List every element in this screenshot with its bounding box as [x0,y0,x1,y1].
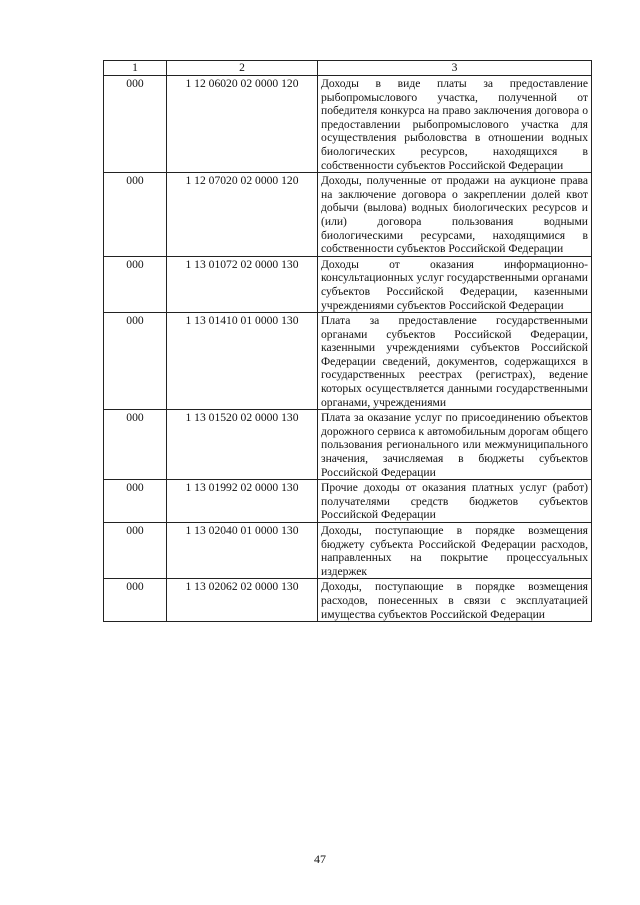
budget-code-cell: 1 12 07020 02 0000 120 [167,173,318,257]
revenue-description-cell: Плата за оказание услуг по присоединению объектов дорожного сервиса к автомобильным дорогам общего пользования регионального или межмуниципального значения, зачисляемая в бюджеты субъектов Российской Федерации [318,410,592,480]
table-row [104,480,592,523]
table-row [104,173,592,257]
revenue-description-cell: Прочие доходы от оказания платных услуг (работ) получателями средств бюджетов субъектов Российской Федерации [318,480,592,523]
admin-code-cell: 000 [104,480,167,523]
admin-code-cell: 000 [104,76,167,173]
budget-code-cell: 1 13 01992 02 0000 130 [167,480,318,523]
revenue-description-cell: Доходы, поступающие в порядке возмещения расходов, понесенных в связи с эксплуатацией имущества субъектов Российской Федерации [318,579,592,622]
admin-code-cell: 000 [104,313,167,410]
table-row [104,313,592,410]
table-row [104,76,592,173]
revenue-description-cell: Доходы от оказания информационно-консультационных услуг государственными органами субъектов Российской Федерации, казенными учреждениями субъектов Российской Федерации [318,256,592,312]
admin-code-cell: 000 [104,256,167,312]
admin-code-cell: 000 [104,579,167,622]
revenue-description-cell: Доходы в виде платы за предоставление рыбопромыслового участка, полученной от победителя конкурса на право заключения договора о предоставлении рыбопромыслового участка для осуществления рыболовства в отношении водных биологических ресурсов, находящихся в собственности субъектов Российской Федерации [318,76,592,173]
admin-code-cell: 000 [104,410,167,480]
column-header-3: 3 [318,61,592,76]
revenue-description-cell: Доходы, полученные от продажи на аукционе права на заключение договора о закреплении долей квот добычи (вылова) водных биологических ресурсов и (или) договора пользования водными биологическими ресурсами, находящимися в собственности субъектов Российской Федерации [318,173,592,257]
revenue-codes-table [103,60,592,622]
revenue-description-cell: Доходы, поступающие в порядке возмещения бюджету субъекта Российской Федерации расходов, направленных на покрытие процессуальных издержек [318,523,592,579]
table-header-row [104,61,592,76]
table-row [104,579,592,622]
budget-code-cell: 1 13 02062 02 0000 130 [167,579,318,622]
table-row [104,256,592,312]
revenue-description-cell: Плата за предоставление государственными органами субъектов Российской Федерации, казенными учреждениями субъектов Российской Федерации сведений, документов, содержащихся в государственных реестрах (регистрах), ведение которых осуществляется данными государственными органами, учреждениями [318,313,592,410]
budget-code-cell: 1 13 01410 01 0000 130 [167,313,318,410]
column-header-2: 2 [167,61,318,76]
admin-code-cell: 000 [104,173,167,257]
table-body [104,76,592,622]
column-header-1: 1 [104,61,167,76]
page-number: 47 [314,852,326,866]
table-row [104,523,592,579]
budget-code-cell: 1 13 02040 01 0000 130 [167,523,318,579]
budget-code-cell: 1 12 06020 02 0000 120 [167,76,318,173]
table-row [104,410,592,480]
budget-code-cell: 1 13 01072 02 0000 130 [167,256,318,312]
admin-code-cell: 000 [104,523,167,579]
budget-code-cell: 1 13 01520 02 0000 130 [167,410,318,480]
